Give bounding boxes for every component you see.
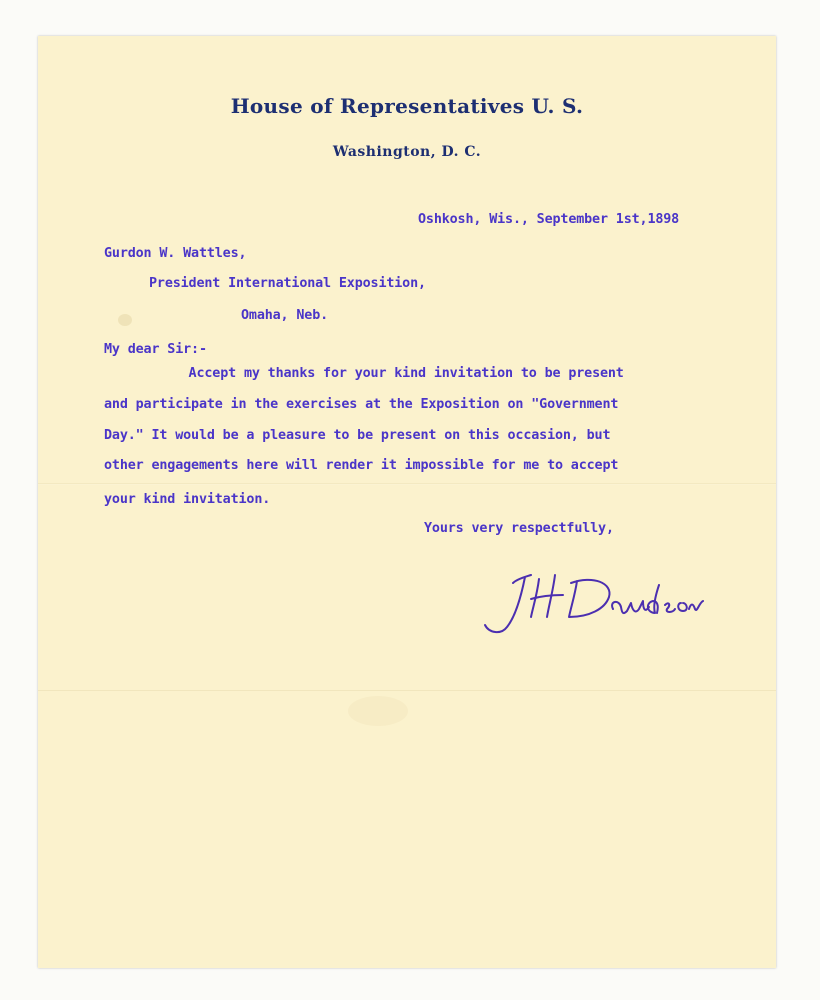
body-line: your kind invitation. (104, 492, 271, 507)
dateline: Oshkosh, Wis., September 1st,1898 (418, 212, 680, 227)
letter-sheet (38, 36, 776, 968)
fold-line (38, 483, 776, 485)
paper-stain (348, 696, 408, 726)
paper-stain (118, 314, 132, 326)
closing: Yours very respectfully, (424, 521, 614, 536)
recipient-name: Gurdon W. Wattles, (104, 246, 247, 261)
recipient-title: President International Exposition, (149, 276, 426, 291)
letterhead-city: Washington, D. C. (332, 144, 482, 160)
body-line: Accept my thanks for your kind invitation to be present (149, 366, 624, 381)
body-line: other engagements here will render it impossible for me to accept (104, 458, 619, 473)
salutation: My dear Sir:- (104, 342, 207, 357)
body-line: Day." It would be a pleasure to be present on this occasion, but (104, 428, 611, 443)
signature-handwritten (473, 561, 713, 641)
letterhead-title: House of Representatives U. S. (230, 94, 584, 118)
body-line: and participate in the exercises at the Exposition on "Government (104, 397, 619, 412)
recipient-location: Omaha, Neb. (241, 308, 329, 323)
fold-line (38, 690, 776, 691)
